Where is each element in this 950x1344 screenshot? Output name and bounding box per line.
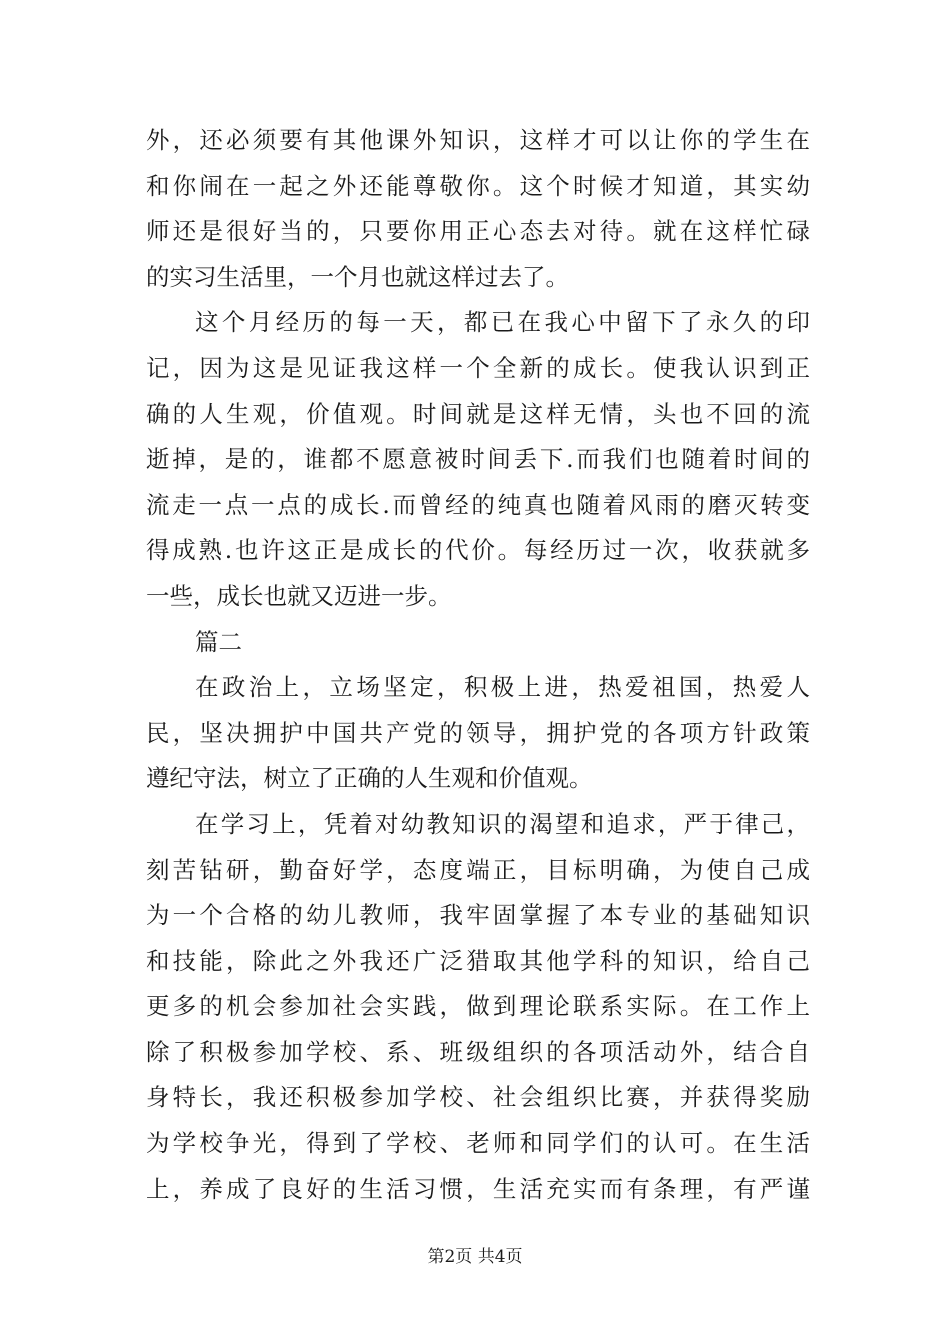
text-line: 流走一点一点的成长.而曾经的纯真也随着风雨的磨灭转变 <box>146 490 810 519</box>
text-line: 和你闹在一起之外还能尊敬你。这个时候才知道，其实幼 <box>146 171 810 200</box>
text-line: 师还是很好当的，只要你用正心态去对待。就在这样忙碌 <box>146 217 810 246</box>
text-line: 逝掉，是的，谁都不愿意被时间丢下.而我们也随着时间的 <box>146 445 810 474</box>
text-line: 和技能，除此之外我还广泛猎取其他学科的知识，给自己 <box>146 946 810 975</box>
text-line: 的实习生活里，一个月也就这样过去了。 <box>146 262 569 291</box>
text-line: 为学校争光，得到了学校、老师和同学们的认可。在生活 <box>146 1129 810 1158</box>
text-line: 外，还必须要有其他课外知识，这样才可以让你的学生在 <box>146 126 810 154</box>
text-line: 身特长，我还积极参加学校、社会组织比赛，并获得奖励 <box>146 1083 810 1112</box>
paragraph-first-line: 在学习上，凭着对幼教知识的渴望和追求，严于律己， <box>195 809 810 838</box>
text-line: 更多的机会参加社会实践，做到理论联系实际。在工作上 <box>146 992 810 1021</box>
text-line: 除了积极参加学校、系、班级组织的各项活动外，结合自 <box>146 1037 810 1066</box>
text-line: 上，养成了良好的生活习惯，生活充实而有条理，有严谨 <box>146 1174 810 1203</box>
text-line: 一些，成长也就又迈进一步。 <box>146 581 452 610</box>
text-line: 刻苦钻研，勤奋好学，态度端正，目标明确，为使自己成 <box>146 855 810 884</box>
page-footer: 第2页 共4页 <box>427 1247 523 1267</box>
text-line: 民，坚决拥护中国共产党的领导，拥护党的各项方针政策 <box>146 718 810 747</box>
text-line: 确的人生观，价值观。时间就是这样无情，头也不回的流 <box>146 399 810 428</box>
paragraph-first-line: 这个月经历的每一天，都已在我心中留下了永久的印 <box>195 308 810 337</box>
text-line: 为一个合格的幼儿教师，我牢固掌握了本专业的基础知识 <box>146 901 810 930</box>
text-line: 遵纪守法，树立了正确的人生观和价值观。 <box>146 764 593 793</box>
text-line: 得成熟.也许这正是成长的代价。每经历过一次，收获就多 <box>146 536 810 565</box>
paragraph-first-line: 在政治上，立场坚定，积极上进，热爱祖国，热爱人 <box>195 673 810 702</box>
section-heading: 篇二 <box>195 627 242 656</box>
document-body <box>146 118 810 1212</box>
text-line: 记，因为这是见证我这样一个全新的成长。使我认识到正 <box>146 353 810 382</box>
